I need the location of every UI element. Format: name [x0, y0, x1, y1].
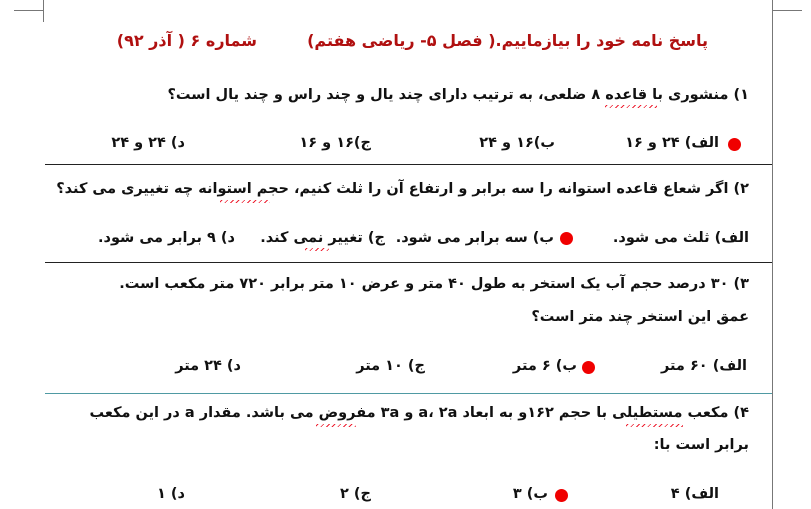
q1-option-a[interactable]: الف) ۲۴ و ۱۶: [625, 135, 719, 151]
q2-option-c[interactable]: ج) تغییر نمی کند.: [260, 230, 385, 246]
question-2-text: [56, 181, 749, 197]
question-1-body: منشوری با قاعده ۸ ضلعی، به ترتیب دارای چند یال و چند راس و چند یال است؟: [167, 87, 729, 103]
question-separator: [45, 164, 772, 165]
q2-option-d[interactable]: د) ۹ برابر می شود.: [98, 230, 235, 246]
q3-option-a[interactable]: الف) ۶۰ متر: [660, 358, 747, 374]
q4-option-a[interactable]: الف) ۴: [670, 486, 719, 502]
q3-option-d[interactable]: د) ۲۴ متر: [175, 358, 241, 374]
question-4-text-line2: برابر است با:: [653, 437, 749, 453]
spell-underline: [626, 424, 683, 427]
q1-option-d[interactable]: د) ۲۴ و ۲۴: [111, 135, 185, 151]
question-4-number: ۴): [733, 405, 749, 421]
q4-option-d[interactable]: د) ۱: [157, 486, 185, 502]
header-title-right: پاسخ نامه خود را بیازماییم.( فصل ۵- ریاضی هفتم): [307, 31, 708, 50]
q3-option-b[interactable]: ب) ۶ متر: [512, 358, 577, 374]
page-border-right: [772, 0, 773, 509]
question-3-text: [119, 276, 749, 292]
q2-option-b[interactable]: ب) سه برابر می شود.: [395, 230, 554, 246]
answer-dot-q4: [555, 489, 568, 502]
q1-option-c[interactable]: ج)۱۶ و ۱۶: [299, 135, 371, 151]
q2-option-a[interactable]: الف) ثلث می شود.: [612, 230, 749, 246]
question-3-number: ۳): [733, 276, 749, 292]
question-4-text: [90, 405, 749, 421]
q3-option-c[interactable]: ج) ۱۰ متر: [356, 358, 425, 374]
question-separator: [45, 393, 772, 394]
spell-underline: [316, 424, 356, 427]
spell-underline: [220, 200, 270, 203]
question-separator: [45, 262, 772, 263]
question-4-body: مکعب مستطیلی با حجم ۱۶۲و به ابعاد a، ۲a و ۳a مفروض می باشد. مقدار a در این مکعب: [89, 405, 729, 421]
question-3-text-line2: عمق این استخر چند متر است؟: [531, 309, 749, 325]
answer-dot-q2: [560, 232, 573, 245]
answer-dot-q3: [582, 361, 595, 374]
q4-option-b[interactable]: ب) ۳: [512, 486, 548, 502]
question-2-body: اگر شعاع قاعده استوانه را سه برابر و ارتفاع آن را ثلث کنیم، حجم استوانه چه تغییری می کند؟: [56, 181, 729, 197]
header-title-left: شماره ۶ ( آذر ۹۲): [116, 31, 257, 50]
page-border-crop-right: [772, 10, 802, 11]
page-border-crop-left: [14, 10, 43, 11]
q4-option-c[interactable]: ج) ۲: [340, 486, 371, 502]
question-2-number: ۲): [733, 181, 749, 197]
page-border-left-lower: [43, 166, 44, 509]
q1-option-b[interactable]: ب)۱۶ و ۲۴: [479, 135, 555, 151]
answer-dot-q1: [728, 138, 741, 151]
page-border-left: [43, 0, 44, 22]
spell-underline: [305, 248, 329, 251]
question-1-number: ۱): [733, 87, 749, 103]
question-1-text: [168, 87, 750, 103]
question-3-body: ۳۰ درصد حجم آب یک استخر به طول ۴۰ متر و عرض ۱۰ متر برابر ۷۲۰ متر مکعب است.: [119, 276, 729, 292]
spell-underline: [605, 105, 657, 108]
